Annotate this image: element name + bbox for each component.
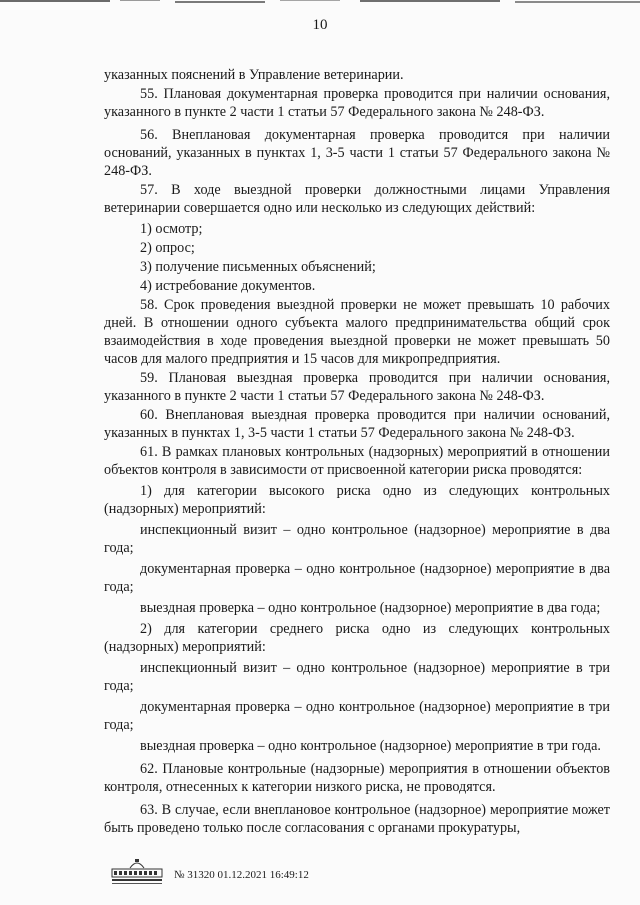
- list-item-medium-field-check: выездная проверка – одно контрольное (надзорное) мероприятие в три года.: [140, 738, 601, 754]
- list-item-high-field-check: выездная проверка – одно контрольное (надзорное) мероприятие в два года;: [140, 600, 601, 616]
- paragraph-56: 56. Внеплановая документарная проверка проводится при наличии оснований, указанных в пунктах 1, 3-5 части 1 статьи 57 Федерального закона № 248-ФЗ.: [104, 127, 610, 179]
- list-item-explanations: 3) получение письменных объяснений;: [140, 259, 376, 275]
- list-item-high-inspection-visit: инспекционный визит – одно контрольное (надзорное) мероприятие в два года;: [104, 522, 610, 556]
- paragraph-59: 59. Плановая выездная проверка проводится при наличии основания, указанного в пункте 2 части 1 статьи 57 Федерального закона № 248-ФЗ.: [104, 370, 610, 404]
- paragraph-61-high-risk: 1) для категории высокого риска одно из следующих контрольных (надзорных) мероприятий:: [104, 483, 610, 517]
- paragraph-55: 55. Плановая документарная проверка проводится при наличии основания, указанного в пункте 2 части 1 статьи 57 Федерального закона № 248-ФЗ.: [104, 86, 610, 120]
- list-item-medium-inspection-visit: инспекционный визит – одно контрольное (надзорное) мероприятие в три года;: [104, 660, 610, 694]
- page-number: 10: [312, 17, 328, 33]
- scan-edge-marks: [0, 0, 640, 6]
- registry-stamp-icon: [110, 856, 164, 886]
- list-item-survey: 2) опрос;: [140, 240, 195, 256]
- paragraph-58: 58. Срок проведения выездной проверки не может превышать 10 рабочих дней. В отношении одного субъекта малого предпринимательства общий срок взаимодействия в ходе проведения выездной проверки не может превышать 50 часов для малого предприятия и 15 часов для микропредприятия.: [104, 297, 610, 367]
- paragraph-63: 63. В случае, если внеплановое контрольное (надзорное) мероприятие может быть проведено только после согласования с органами прокуратуры,: [104, 802, 610, 836]
- paragraph-57: 57. В ходе выездной проверки должностными лицами Управления ветеринарии совершается одно или несколько из следующих действий:: [104, 182, 610, 216]
- paragraph-continuation: указанных пояснений в Управление ветеринарии.: [104, 67, 404, 83]
- paragraph-62: 62. Плановые контрольные (надзорные) мероприятия в отношении объектов контроля, отнесенных к категории низкого риска, не проводятся.: [104, 761, 610, 795]
- registration-footer: [110, 856, 410, 888]
- list-item-documents: 4) истребование документов.: [140, 278, 316, 294]
- paragraph-61: 61. В рамках плановых контрольных (надзорных) мероприятий в отношении объектов контроля в зависимости от присвоенной категории риска проводятся:: [104, 444, 610, 478]
- document-body: [104, 66, 610, 837]
- registration-number: № 31320 01.12.2021 16:49:12: [174, 869, 309, 881]
- paragraph-60: 60. Внеплановая выездная проверка проводится при наличии оснований, указанных в пунктах 1, 3-5 части 1 статьи 57 Федерального закона № 248-ФЗ.: [104, 407, 610, 441]
- list-item-high-documentary-check: документарная проверка – одно контрольное (надзорное) мероприятие в два года;: [104, 561, 610, 595]
- list-item-medium-documentary-check: документарная проверка – одно контрольное (надзорное) мероприятие в три года;: [104, 699, 610, 733]
- paragraph-61-medium-risk: 2) для категории среднего риска одно из следующих контрольных (надзорных) мероприятий:: [104, 621, 610, 655]
- list-item-inspection: 1) осмотр;: [140, 221, 203, 237]
